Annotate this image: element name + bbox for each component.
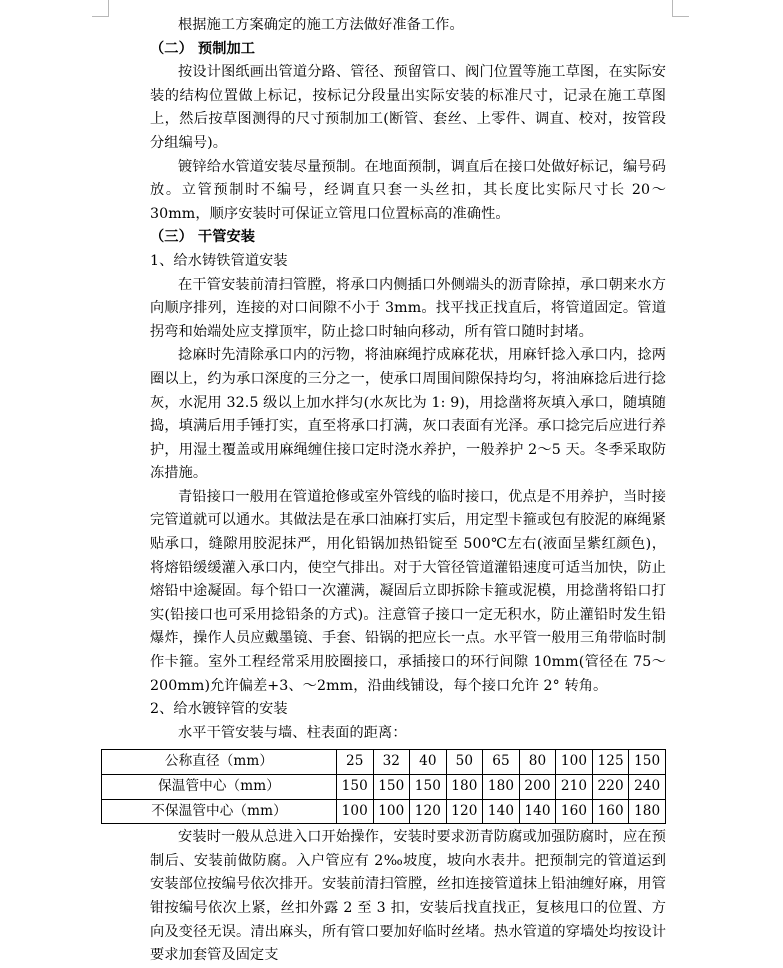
paragraph-cast-iron-1: 在干管安装前清扫管膛，将承口内侧插口外侧端头的沥青除掉，承口朝来水方向顺序排列，连接的对口间隙不小于 3mm。找平找正找直后，将管道固定。管道拐弯和始端处应支撑顶牢，防止捻口时轴向移动，所有管口随时封堵。: [150, 276, 666, 340]
heading-prefab: （二） 预制加工: [150, 40, 256, 57]
table-cell: 50: [446, 750, 483, 775]
document-page: [150, 14, 666, 968]
table-cell: 40: [410, 750, 447, 775]
paragraph-distance-intro: 水平干管安装与墙、柱表面的距离：: [178, 724, 407, 741]
table-row: [102, 750, 666, 775]
paragraph-cast-iron-2: 捻麻时先清除承口内的污物，将油麻绳拧成麻花状，用麻钎捻入承口内，捻两圈以上，约为承口深度的三分之一，使承口周围间隙保持均匀，将油麻捻后进行捻灰，水泥用 32.5 级以上加水拌匀(水灰比为 1: 9)，用捻凿将灰填入承口，随填随捣，填满后用手锤打实，直至将承口打满，灰口表面有光泽。承口捻完后应进行养护，用湿土覆盖或用麻绳缠住接口定时浇水养护，一般养护 2～5 天。冬季采取防冻措施。: [150, 347, 666, 482]
table-row-label: 公称直径（mm）: [102, 750, 337, 775]
page-corner-mark-right: [672, 0, 689, 17]
paragraph-prefab-1: 按设计图纸画出管道分路、管径、预留管口、阀门位置等施工草图，在实际安装的结构位置做上标记，按标记分段量出实际安装的标准尺寸，记录在施工草图上，然后按草图测得的尺寸预制加工(断管、套丝、上零件、调直、校对，按管段分组编号)。: [150, 64, 666, 151]
table-cell: 80: [519, 750, 556, 775]
table-cell: 240: [629, 775, 666, 800]
table-cell: 220: [592, 775, 629, 800]
table-cell: 150: [337, 775, 374, 800]
paragraph-prefab-2: 镀锌给水管道安装尽量预制。在地面预制，调直后在接口处做好标记，编号码放。立管预制时不编号，经调直只套一头丝扣，其长度比实际尺寸长 20～30mm，顺序安装时可保证立管甩口位置标高的准确性。: [150, 158, 666, 222]
table-cell: 180: [446, 775, 483, 800]
paragraph-prep: 根据施工方案确定的施工方法做好准备工作。: [178, 17, 464, 33]
table-cell: 140: [483, 799, 520, 824]
subheading-galvanized: 2、给水镀锌管的安装: [150, 701, 288, 718]
table-cell: 150: [410, 775, 447, 800]
table-cell: 150: [373, 775, 410, 800]
table-row-label: 保温管中心（mm）: [102, 775, 337, 800]
table-cell: 160: [592, 799, 629, 824]
subheading-cast-iron: 1、给水铸铁管道安装: [150, 252, 288, 269]
table-cell: 100: [373, 799, 410, 824]
table-cell: 210: [556, 775, 593, 800]
table-row: [102, 775, 666, 800]
pipe-distance-table: [101, 749, 666, 824]
table-cell: 32: [373, 750, 410, 775]
table-cell: 120: [446, 799, 483, 824]
table-cell: 100: [337, 799, 374, 824]
table-cell: 200: [519, 775, 556, 800]
table-row: [102, 799, 666, 824]
table-cell: 120: [410, 799, 447, 824]
table-cell: 140: [519, 799, 556, 824]
table-cell: 100: [556, 750, 593, 775]
table-cell: 150: [629, 750, 666, 775]
table-cell: 180: [629, 799, 666, 824]
table-cell: 25: [337, 750, 374, 775]
table-cell: 65: [483, 750, 520, 775]
table-cell: 125: [592, 750, 629, 775]
page-corner-mark-left: [92, 0, 109, 17]
paragraph-install: 安装时一般从总进入口开始操作，安装时要求沥青防腐或加强防腐时，应在预制后、安装前做防腐。入户管应有 2‰坡度，坡向水表井。把预制完的管道运到安装部位按编号依次排开。安装前清扫管膛，丝扣连接管道抹上铅油缠好麻，用管钳按编号依次上紧，丝扣外露 2 至 3 扣，安装后找直找正，复核甩口的位置、方向及变径无误。清出麻头，所有管口要加好临时丝堵。热水管道的穿墙处均按设计要求加套管及固定支: [150, 829, 666, 964]
table-row-label: 不保温管中心（mm）: [102, 799, 337, 824]
table-cell: 180: [483, 775, 520, 800]
paragraph-lead-joint: 青铅接口一般用在管道抢修或室外管线的临时接口，优点是不用养护，当时接完管道就可以通水。其做法是在承口油麻打实后，用定型卡箍或包有胶泥的麻绳紧贴承口，缝隙用胶泥抹严，用化铅锅加热铅锭至 500℃左右(液面呈紫红颜色)，将熔铅缓缓灌入承口内，使空气排出。对于大管径管道灌铅速度可适当加快，防止熔铅中途凝固。每个铅口一次灌满，凝固后立即拆除卡箍或泥模，用捻凿将铅口打实(铅接口也可采用捻铅条的方式)。注意管子接口一定无积水，防止灌铅时发生铅爆炸，操作人员应戴墨镜、手套、铅锅的把应长一点。水平管一般用三角带临时制作卡箍。室外工程经常采用胶圈接口，承插接口的环行间隙 10mm(管径在 75～200mm)允许偏差+3、～2mm，沿曲线铺设，每个接口允许 2° 转角。: [150, 488, 666, 694]
table-cell: 160: [556, 799, 593, 824]
heading-main-pipe: （三） 干管安装: [150, 229, 256, 246]
